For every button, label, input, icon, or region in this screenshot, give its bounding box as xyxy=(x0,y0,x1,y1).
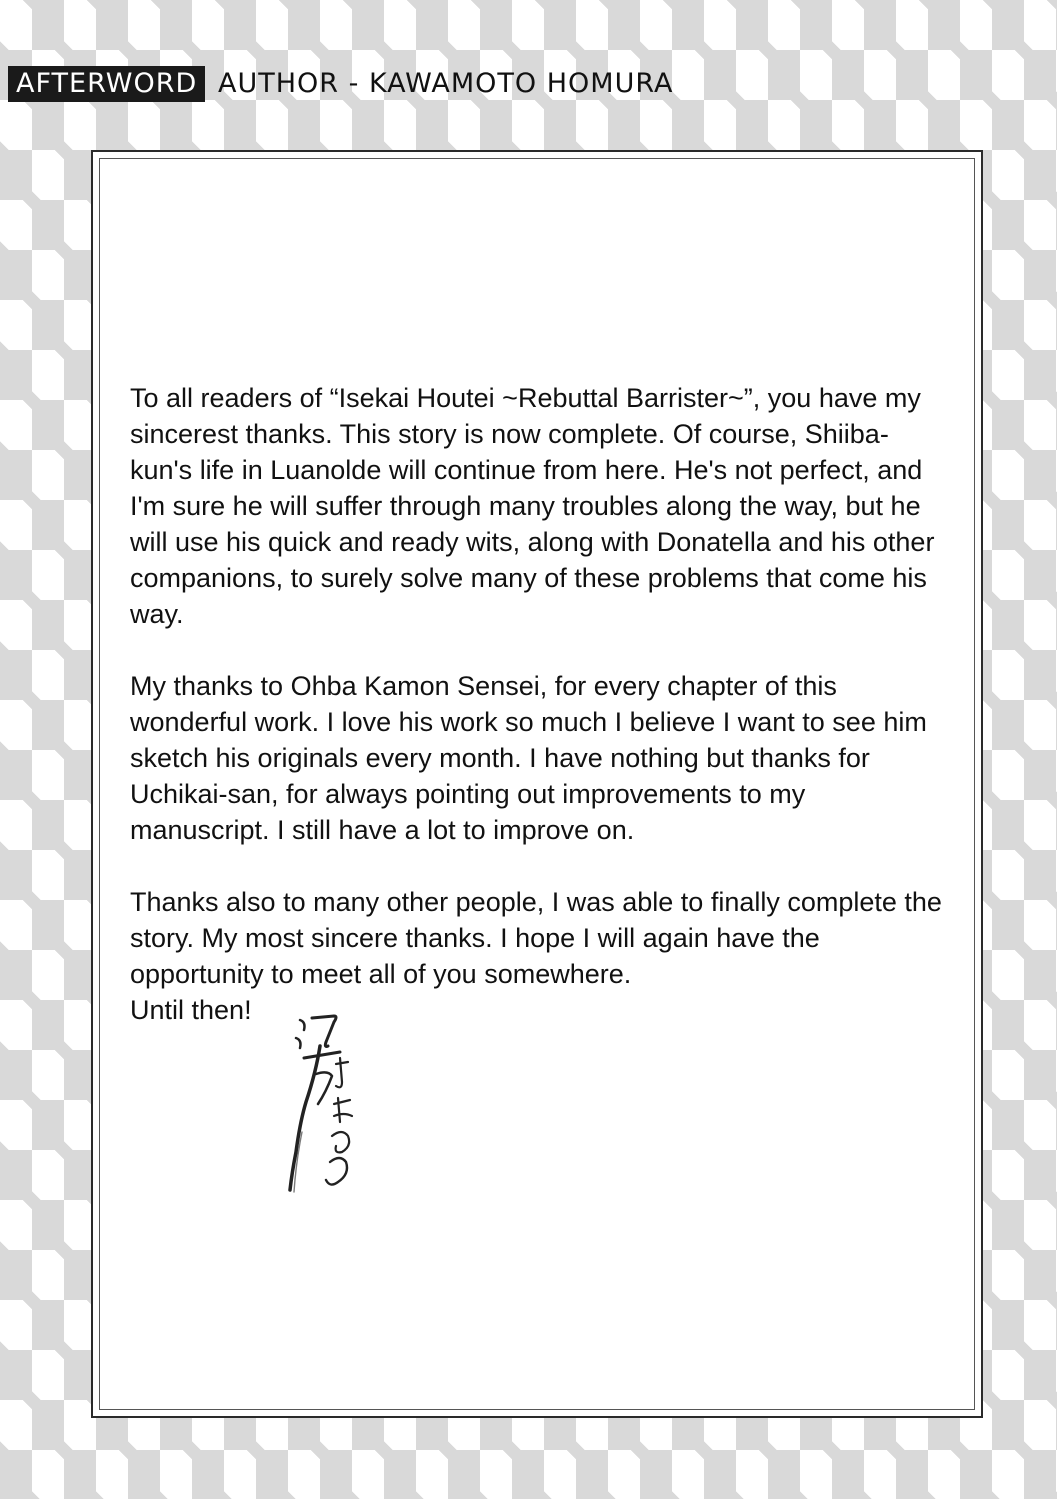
author-title: AUTHOR - KAWAMOTO HOMURA xyxy=(218,68,674,99)
handwritten-signature xyxy=(282,1012,362,1202)
page-header xyxy=(0,0,1057,140)
paragraph-2: My thanks to Ohba Kamon Sensei, for every chapter of this wonderful work. I love his work so much I believe I want to see him sketch his originals every month. I have nothing but thanks for Uchikai-san, for always pointing out improvements to my manuscript. I still have a lot to improve on. xyxy=(130,671,927,845)
paragraph-1: To all readers of “Isekai Houtei ~Rebuttal Barrister~”, you have my sincerest thanks. This story is now complete. Of course, Shiiba-kun's life in Luanolde will continue from here. He's not perfect, and I'm sure he will suffer through many troubles along the way, but he will use his quick and ready wits, along with Donatella and his other companions, to surely solve many of these problems that come his way. xyxy=(130,383,935,629)
letter-body xyxy=(130,380,950,1028)
paragraph-3: Thanks also to many other people, I was able to finally complete the story. My most sincere thanks. I hope I will again have the opportunity to meet all of you somewhere. xyxy=(130,887,942,989)
closing-line: Until then! xyxy=(130,995,252,1025)
section-tag: AFTERWORD xyxy=(8,66,205,102)
